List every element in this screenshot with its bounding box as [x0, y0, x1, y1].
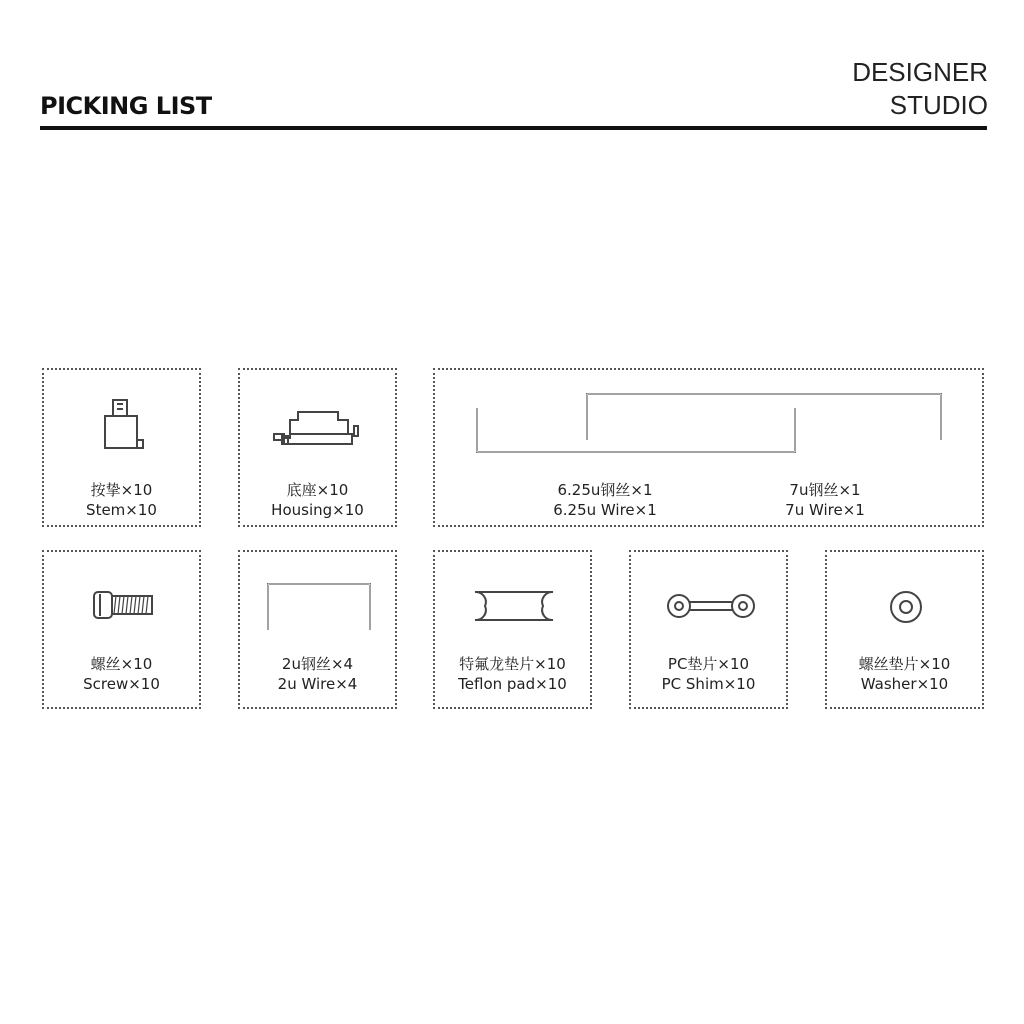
- item-label-cn: 螺丝垫片×10: [858, 655, 951, 673]
- page-title: PICKING LIST: [40, 92, 212, 120]
- item-card-stabilizer-wires: [433, 368, 984, 527]
- brand-line-1: DESIGNER: [852, 57, 988, 87]
- item-card-washer: [825, 550, 984, 709]
- item-label-en: 2u Wire×4: [277, 675, 358, 693]
- item-label-cn: 2u钢丝×4: [281, 655, 354, 673]
- item-label-en: PC Shim×10: [661, 675, 756, 693]
- wire-7u-icon: [579, 388, 951, 446]
- housing-icon: [268, 406, 368, 450]
- item-label-cn: 螺丝×10: [90, 655, 153, 673]
- item-card-pc-shim: [629, 550, 788, 709]
- item-label-cn: PC垫片×10: [667, 655, 750, 673]
- item-label-en: 7u Wire×1: [785, 501, 865, 519]
- item-label-cn: 特氟龙垫片×10: [459, 655, 566, 673]
- screw-icon: [90, 588, 160, 622]
- stem-icon: [99, 396, 149, 458]
- item-label-en: Screw×10: [83, 675, 160, 693]
- washer-icon: [888, 589, 924, 625]
- item-card-teflon-pad: [433, 550, 592, 709]
- brand-line-2: STUDIO: [889, 90, 988, 120]
- wire-2u-icon: [262, 578, 376, 636]
- item-card-2u-wire: [238, 550, 397, 709]
- item-label-cn: 按挚×10: [90, 481, 153, 499]
- item-label-cn: 底座×10: [286, 481, 349, 499]
- pc-shim-icon: [663, 590, 759, 622]
- item-label-cn: 7u钢丝×1: [789, 481, 861, 499]
- item-label-en: Teflon pad×10: [458, 675, 567, 693]
- item-label-en: Stem×10: [86, 501, 157, 519]
- item-label-en: 6.25u Wire×1: [553, 501, 657, 519]
- teflon-pad-icon: [471, 588, 557, 624]
- item-label-en: Washer×10: [860, 675, 949, 693]
- item-card-stem: [42, 368, 201, 527]
- item-card-screw: [42, 550, 201, 709]
- brand-logo: [852, 56, 988, 122]
- item-label-en: Housing×10: [271, 501, 364, 519]
- item-card-housing: [238, 368, 397, 527]
- item-label-cn: 6.25u钢丝×1: [557, 481, 653, 499]
- header-divider: [40, 126, 987, 130]
